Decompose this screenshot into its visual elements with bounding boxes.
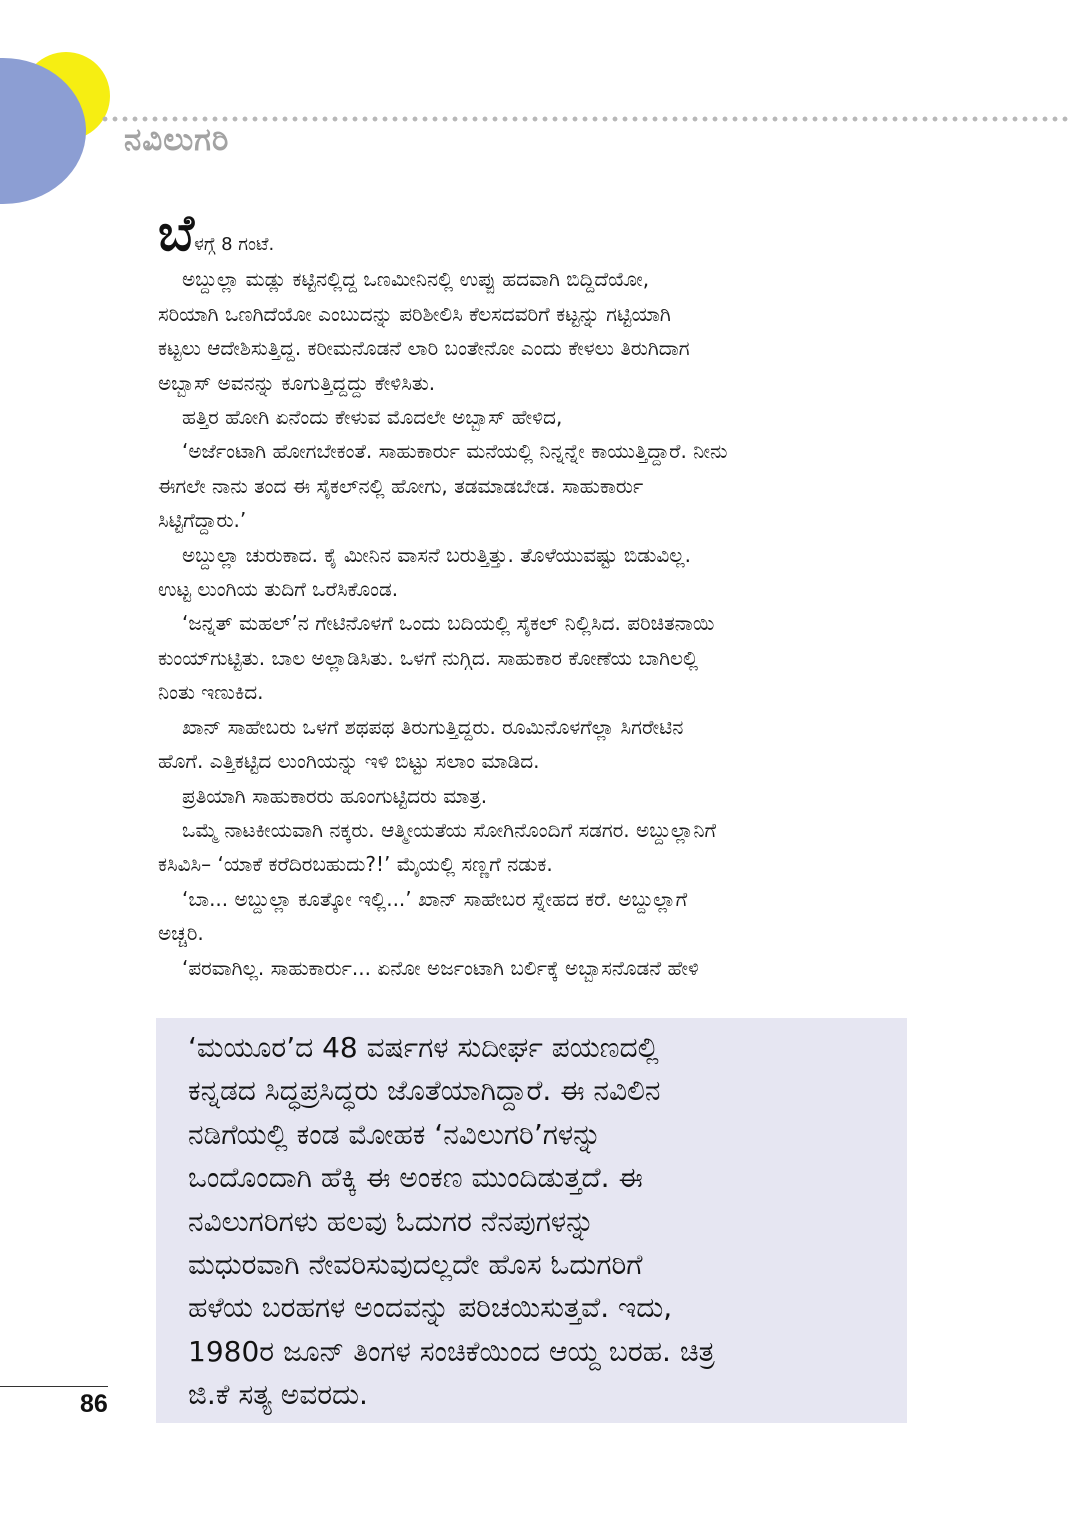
drop-cap: ಬೆ [158,204,195,262]
story-paragraph: ‘ಜನ್ನತ್ ಮಹಲ್’ನ ಗೇಟಿನೊಳಗೆ ಒಂದು ಬದಿಯಲ್ಲಿ ಸೈಕಲ್ ನಿಲ್ಲಿಸಿದ. ಪರಿಚಿತನಾಯಿ ಕುಂಯ್‌ಗುಟ್ಟಿತು. ಬಾಲ ಅಲ್ಲಾಡಿಸಿತು. ಒಳಗೆ ನುಗ್ಗಿದ. ಸಾಹುಕಾರ ಕೋಣೆಯ ಬಾಗಿಲಲ್ಲಿ ನಿಂತು ಇಣುಕಿದ. [158,611,715,705]
story-paragraphs [158,262,918,985]
story-paragraph: ‘ಪರವಾಗಿಲ್ಲ. ಸಾಹುಕಾರ್ರು... ಏನೋ ಅರ್ಜಂಟಾಗಿ ಬರ್ಲಿಕ್ಕೆ ಅಬ್ಬಾಸನೊಡನೆ ಹೇಳಿ [182,955,699,980]
opening-line: ಳಗ್ಗೆ 8 ಗಂಟೆ. [194,234,275,255]
story-text [158,204,918,985]
story-paragraph: ‘ಅರ್ಜೆಂಟಾಗಿ ಹೋಗಬೇಕಂತೆ. ಸಾಹುಕಾರ್ರು ಮನೆಯಲ್ಲಿ ನಿನ್ನನ್ನೇ ಕಾಯುತ್ತಿದ್ದಾರೆ. ನೀನು ಈಗಲೇ ನಾನು ತಂದ ಈ ಸೈಕಲ್‌ನಲ್ಲಿ ಹೋಗು, ತಡಮಾಡಬೇಡ. ಸಾಹುಕಾರ್ರು ಸಿಟ್ಟಿಗೆದ್ದಾರು.’ [158,439,728,533]
story-paragraph: ಹತ್ತಿರ ಹೋಗಿ ಏನೆಂದು ಕೇಳುವ ಮೊದಲೇ ಅಬ್ಬಾಸ್ ಹೇಳಿದ, [182,405,563,430]
info-box [156,1018,907,1423]
page-number: 86 [80,1390,108,1418]
footer-rule [0,1386,108,1387]
info-box-text: ‘ಮಯೂರ’ದ 48 ವರ್ಷಗಳ ಸುದೀರ್ಘ ಪಯಣದಲ್ಲಿ ಕನ್ನಡದ ಸಿದ್ಧಪ್ರಸಿದ್ಧರು ಜೊತೆಯಾಗಿದ್ದಾರೆ. ಈ ನವಿಲಿನ ನಡಿಗೆಯಲ್ಲಿ ಕಂಡ ಮೋಹಕ ‘ನವಿಲುಗರಿ’ಗಳನ್ನು ಒಂದೊಂದಾಗಿ ಹೆಕ್ಕಿ ಈ ಅಂಕಣ ಮುಂದಿಡುತ್ತದೆ. ಈ ನವಿಲುಗರಿಗಳು ಹಲವು ಓದುಗರ ನೆನಪುಗಳನ್ನು ಮಧುರವಾಗಿ ನೇವರಿಸುವುದಲ್ಲದೇ ಹೊಸ ಓದುಗರಿಗೆ ಹಳೆಯ ಬರಹಗಳ ಅಂದವನ್ನು ಪರಿಚಯಿಸುತ್ತವೆ. ಇದು, 1980ರ ಜೂನ್ ತಿಂಗಳ ಸಂಚಿಕೆಯಿಂದ ಆಯ್ದ ಬರಹ. ಚಿತ್ರ ಜಿ.ಕೆ ಸತ್ಯ ಅವರದು. [188,1031,715,1412]
story-paragraph: ‘ಬಾ... ಅಬ್ದುಲ್ಲಾ ಕೂತ್ಕೋ ಇಲ್ಲಿ...’ ಖಾನ್ ಸಾಹೇಬರ ಸ್ನೇಹದ ಕರೆ. ಅಬ್ದುಲ್ಲಾಗೆ ಅಚ್ಚರಿ. [158,886,688,946]
story-paragraph: ಅಬ್ದುಲ್ಲಾ ಮಡ್ಲು ಕಟ್ಟಿನಲ್ಲಿದ್ದ ಒಣಮೀನಿನಲ್ಲಿ ಉಪ್ಪು ಹದವಾಗಿ ಬಿದ್ದಿದೆಯೋ, ಸರಿಯಾಗಿ ಒಣಗಿದೆಯೋ ಎಂಬುದನ್ನು ಪರಿಶೀಲಿಸಿ ಕೆಲಸದವರಿಗೆ ಕಟ್ಟನ್ನು ಗಟ್ಟಿಯಾಗಿ ಕಟ್ಟಲು ಆದೇಶಿಸುತ್ತಿದ್ದ. ಕರೀಮನೊಡನೆ ಲಾರಿ ಬಂತೇನೋ ಎಂದು ಕೇಳಲು ತಿರುಗಿದಾಗ ಅಬ್ಬಾಸ್ ಅವನನ್ನು ಕೂಗುತ್ತಿದ್ದದ್ದು ಕೇಳಿಸಿತು. [158,267,690,395]
story-paragraph: ಪ್ರತಿಯಾಗಿ ಸಾಹುಕಾರರು ಹೂಂಗುಟ್ಟಿದರು ಮಾತ್ರ. [182,783,488,808]
section-title: ನವಿಲುಗರಿ [124,122,230,158]
story-paragraph: ಅಬ್ದುಲ್ಲಾ ಚುರುಕಾದ. ಕೈ ಮೀನಿನ ವಾಸನೆ ಬರುತ್ತಿತ್ತು. ತೊಳೆಯುವಷ್ಟು ಬಿಡುವಿಲ್ಲ. ಉಟ್ಟ ಲುಂಗಿಯ ತುದಿಗೆ ಒರೆಸಿಕೊಂಡ. [158,542,691,602]
story-opening [158,204,918,262]
dotted-divider [100,116,1072,122]
story-paragraph: ಒಮ್ಮೆ ನಾಟಕೀಯವಾಗಿ ನಕ್ಕರು. ಆತ್ಮೀಯತೆಯ ಸೋಗಿನೊಂದಿಗೆ ಸಡಗರ. ಅಬ್ದುಲ್ಲಾನಿಗೆ ಕಸಿವಿಸಿ– ‘ಯಾಕೆ ಕರೆದಿರಬಹುದು?!’ ಮೈಯಲ್ಲಿ ಸಣ್ಣಗೆ ನಡುಕ. [158,817,717,877]
story-paragraph: ಖಾನ್ ಸಾಹೇಬರು ಒಳಗೆ ಶಥಪಥ ತಿರುಗುತ್ತಿದ್ದರು. ರೂಮಿನೊಳಗೆಲ್ಲಾ ಸಿಗರೇಟಿನ ಹೊಗೆ. ಎತ್ತಿಕಟ್ಟಿದ ಲುಂಗಿಯನ್ನು ಇಳಿ ಬಿಟ್ಟು ಸಲಾಂ ಮಾಡಿದ. [158,714,684,774]
